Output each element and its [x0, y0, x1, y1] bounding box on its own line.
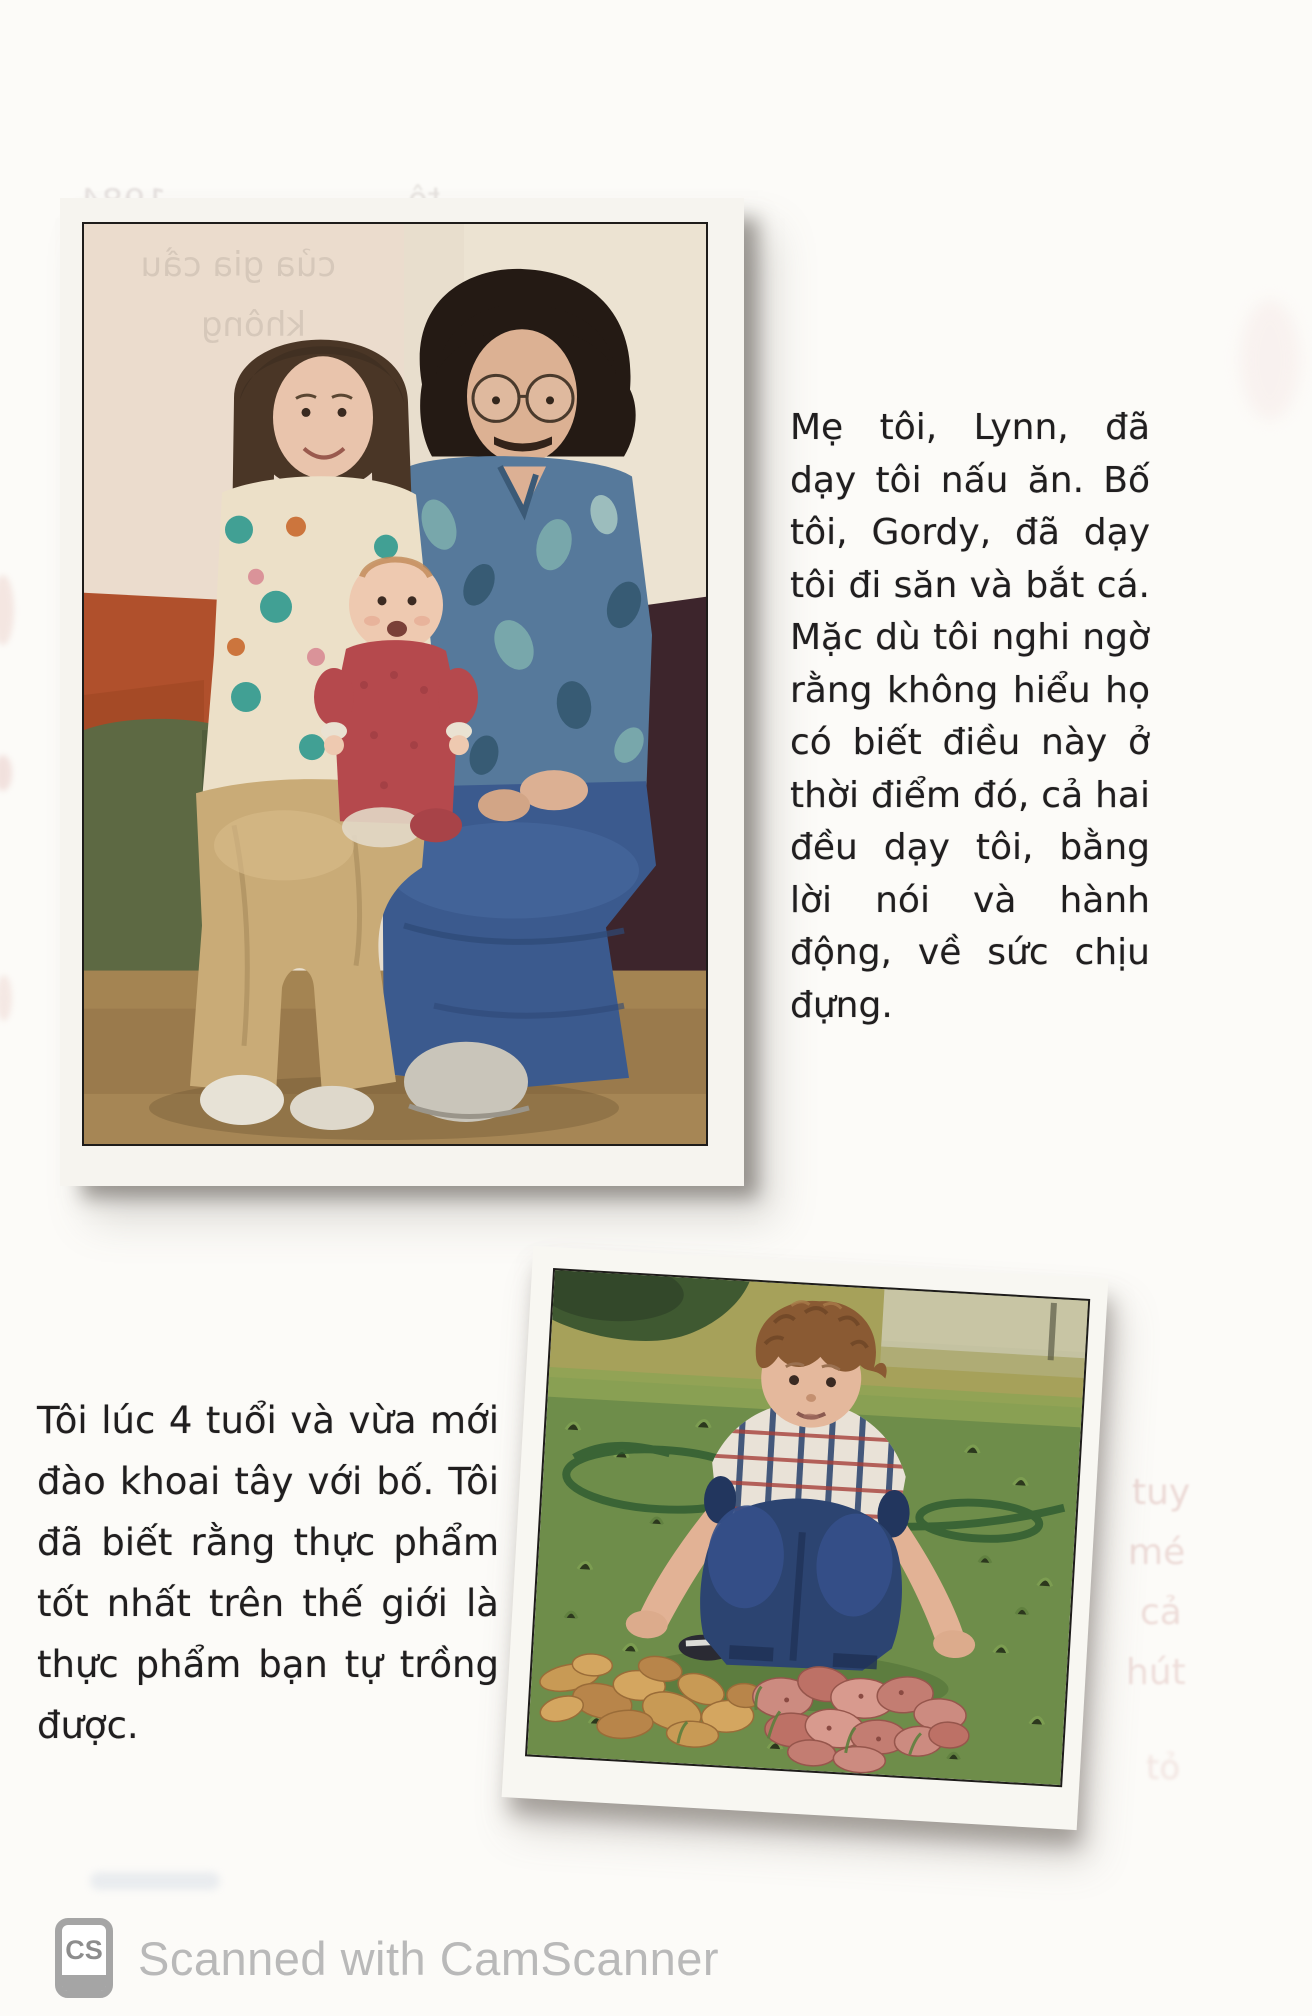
bleed-text-right: cả: [1140, 1592, 1182, 1633]
caption-line: thực phẩm bạn tự trồng: [37, 1643, 499, 1686]
page-smudge: [0, 975, 12, 1021]
caption-line: lời nói và hành: [790, 879, 1150, 921]
family-photo-image: [82, 222, 708, 1146]
camscanner-logo-bar: [62, 1975, 106, 1991]
bleed-text-right: tỏ: [1146, 1748, 1181, 1788]
boy-photo-image: [525, 1268, 1090, 1787]
camscanner-watermark: [55, 1918, 719, 1998]
family-photo-illustration: [84, 224, 706, 1144]
page-smudge: [1240, 300, 1300, 420]
caption-line: tôi, Gordy, đã dạy: [790, 512, 1150, 553]
caption-line: Mẹ tôi, Lynn, đã: [790, 407, 1150, 448]
caption-line: Tôi lúc 4 tuổi và vừa mới: [37, 1399, 499, 1442]
caption-line: được.: [37, 1704, 139, 1747]
caption-line: đã biết rằng thực phẩm: [37, 1521, 499, 1564]
caption-line: Mặc dù tôi nghi ngờ: [790, 617, 1150, 658]
bleed-text-right: hút: [1126, 1652, 1186, 1693]
caption-line: thời điểm đó, cả hai: [790, 774, 1150, 816]
caption-line: đào khoai tây với bố. Tôi: [37, 1460, 499, 1503]
caption-line: rằng không hiểu họ: [790, 669, 1150, 711]
caption-line: tốt nhất trên thế giới là: [37, 1582, 499, 1625]
caption-line: có biết điều này ở: [790, 722, 1150, 763]
camscanner-watermark-text: Scanned with CamScanner: [138, 1931, 720, 1985]
svg-text:của gia cầu: của gia cầu: [140, 245, 336, 286]
caption-line: tôi đi săn và bắt cá.: [790, 564, 1150, 606]
caption-line: đều dạy tôi, bằng: [790, 827, 1150, 868]
svg-text:không: không: [200, 305, 306, 346]
family-photo: [60, 198, 744, 1186]
camscanner-logo-text: CS: [65, 1935, 103, 1965]
caption-line: dạy tôi nấu ăn. Bố: [790, 459, 1150, 501]
camscanner-logo-icon: [55, 1918, 113, 1998]
bleed-text-right: tuy: [1132, 1472, 1191, 1513]
caption-parents: [790, 402, 1150, 1032]
caption-line: động, về sức chịu: [790, 932, 1150, 973]
page-smudge: [0, 575, 14, 645]
page-smudge: [90, 1872, 220, 1890]
boy-photo-illustration: [527, 1270, 1088, 1785]
caption-age4: [37, 1390, 499, 1756]
page-smudge: [0, 755, 12, 791]
bleed-text-right: mé: [1128, 1532, 1186, 1573]
boy-potatoes-photo: [502, 1246, 1109, 1830]
caption-line: đựng.: [790, 984, 893, 1026]
